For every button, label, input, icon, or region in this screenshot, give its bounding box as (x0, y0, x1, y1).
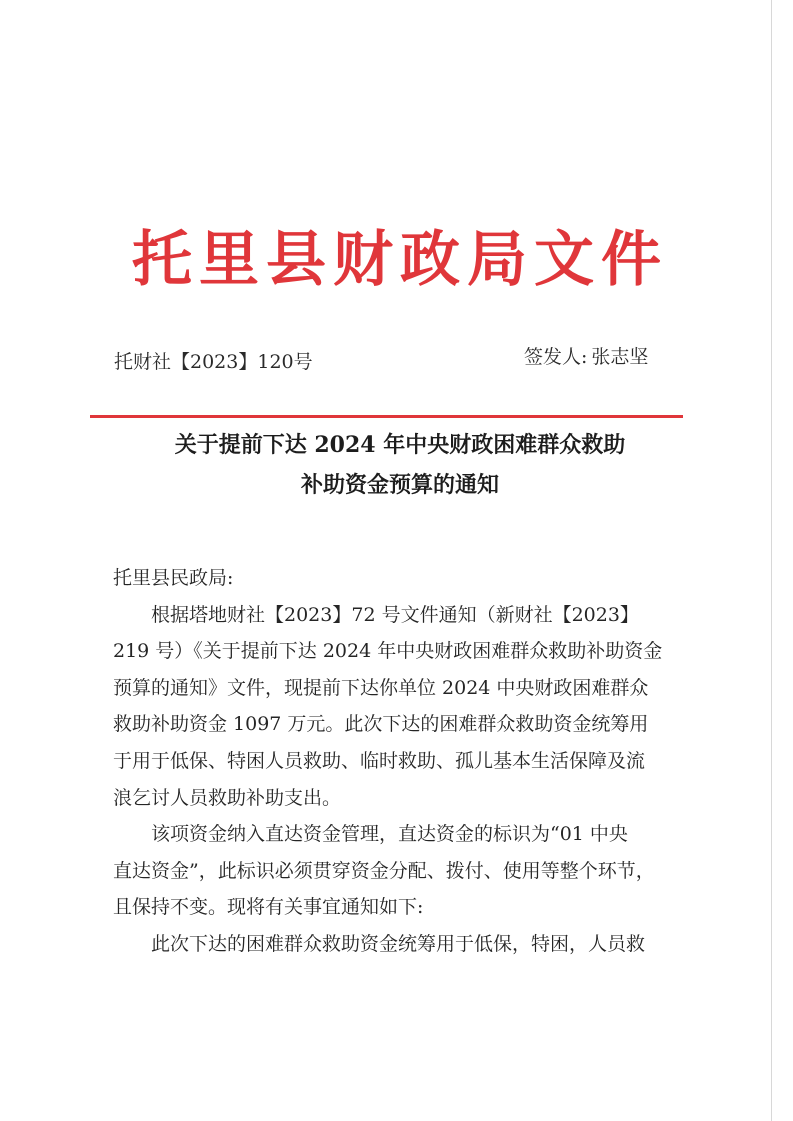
salutation: 托里县民政局: (113, 567, 234, 589)
page-edge-line (771, 0, 772, 1121)
title-line-2: 补助资金预算的通知 (300, 472, 499, 498)
body-text (113, 560, 693, 963)
signer-label: 签发人: (524, 346, 588, 368)
body-line: 根据塔地财社【2023】72 号文件通知（新财社【2023】 (151, 603, 639, 626)
signer (524, 342, 648, 369)
body-line: 预算的通知》文件，现提前下达你单位 2024 中央财政困难群众 (113, 676, 649, 699)
body-line: 直达资金”，此标识必须贯穿资金分配、拨付、使用等整个环节， (113, 859, 655, 882)
document-number: 托财社【2023】120号 (114, 351, 313, 373)
body-line: 于用于低保、特困人员救助、临时救助、孤儿基本生活保障及流 (113, 749, 646, 772)
body-line: 此次下达的困难群众救助资金统筹用于低保，特困，人员救 (151, 932, 646, 955)
body-line: 该项资金纳入直达资金管理，直达资金的标识为“01 中央 (151, 823, 628, 846)
document-title (100, 425, 700, 505)
red-divider (90, 415, 683, 418)
body-line: 且保持不变。现将有关事宜通知如下: (113, 896, 424, 919)
body-line: 219 号）《关于提前下达 2024 年中央财政困难群众救助补助资金 (113, 640, 663, 663)
title-line-1: 关于提前下达 2024 年中央财政困难群众救助 (174, 432, 626, 458)
issuer-title: 托里县财政局文件 (132, 225, 668, 295)
body-line: 救助补助资金 1097 万元。此次下达的困难群众救助资金统筹用 (113, 713, 649, 736)
signer-name: 张志坚 (591, 346, 649, 368)
body-line: 浪乞讨人员救助补助支出。 (113, 786, 342, 809)
